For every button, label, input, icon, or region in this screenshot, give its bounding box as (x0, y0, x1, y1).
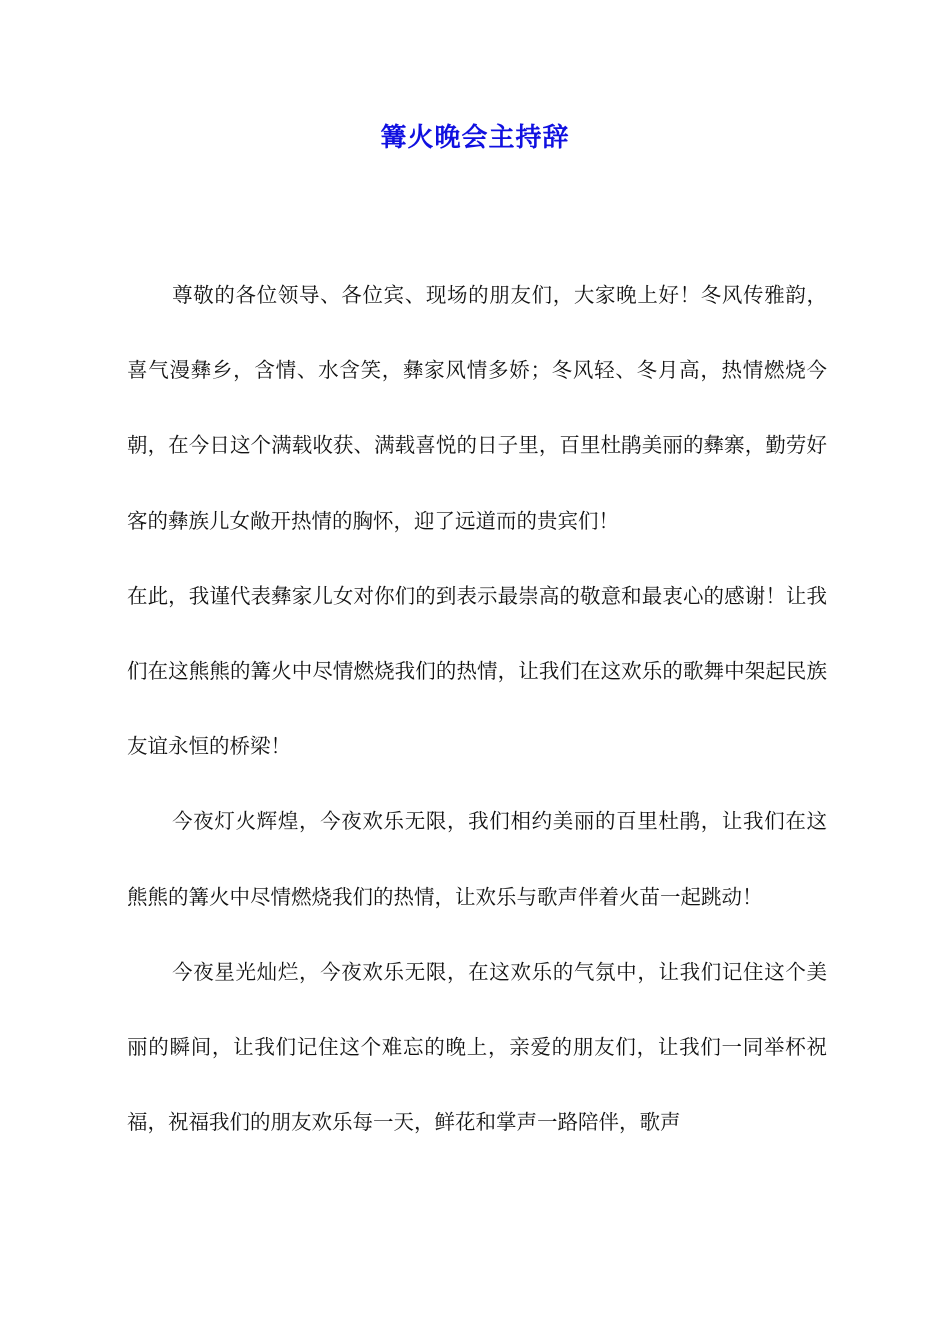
paragraph-thanks: 在此，我谨代表彝家儿女对你们的到表示最崇高的敬意和最衷心的感谢！让我们在这熊熊的篝火中尽情燃烧我们的热情，让我们在这欢乐的歌舞中架起民族友谊永恒的桥梁！ (127, 583, 827, 759)
paragraph-tonight-stars: 今夜星光灿烂，今夜欢乐无限，在这欢乐的气氛中，让我们记住这个美丽的瞬间，让我们记住这个难忘的晚上，亲爱的朋友们，让我们一同举杯祝福，祝福我们的朋友欢乐每一天，鲜花和掌声一路陪伴，歌声 (127, 959, 827, 1135)
paragraph-tonight-lights: 今夜灯火辉煌，今夜欢乐无限，我们相约美丽的百里杜鹃，让我们在这熊熊的篝火中尽情燃烧我们的热情，让欢乐与歌声伴着火苗一起跳动！ (127, 809, 827, 909)
document-body (127, 258, 827, 1160)
document-title: 篝火晚会主持辞 (380, 123, 570, 153)
paragraph-greeting: 尊敬的各位领导、各位宾、现场的朋友们，大家晚上好！冬风传雅韵，喜气漫彝乡，含情、水含笑，彝家风情多娇；冬风轻、冬月高，热情燃烧今朝，在今日这个满载收获、满载喜悦的日子里，百里杜鹃美丽的彝寨，勤劳好客的彝族儿女敞开热情的胸怀，迎了远道而的贵宾们！ (127, 283, 827, 533)
